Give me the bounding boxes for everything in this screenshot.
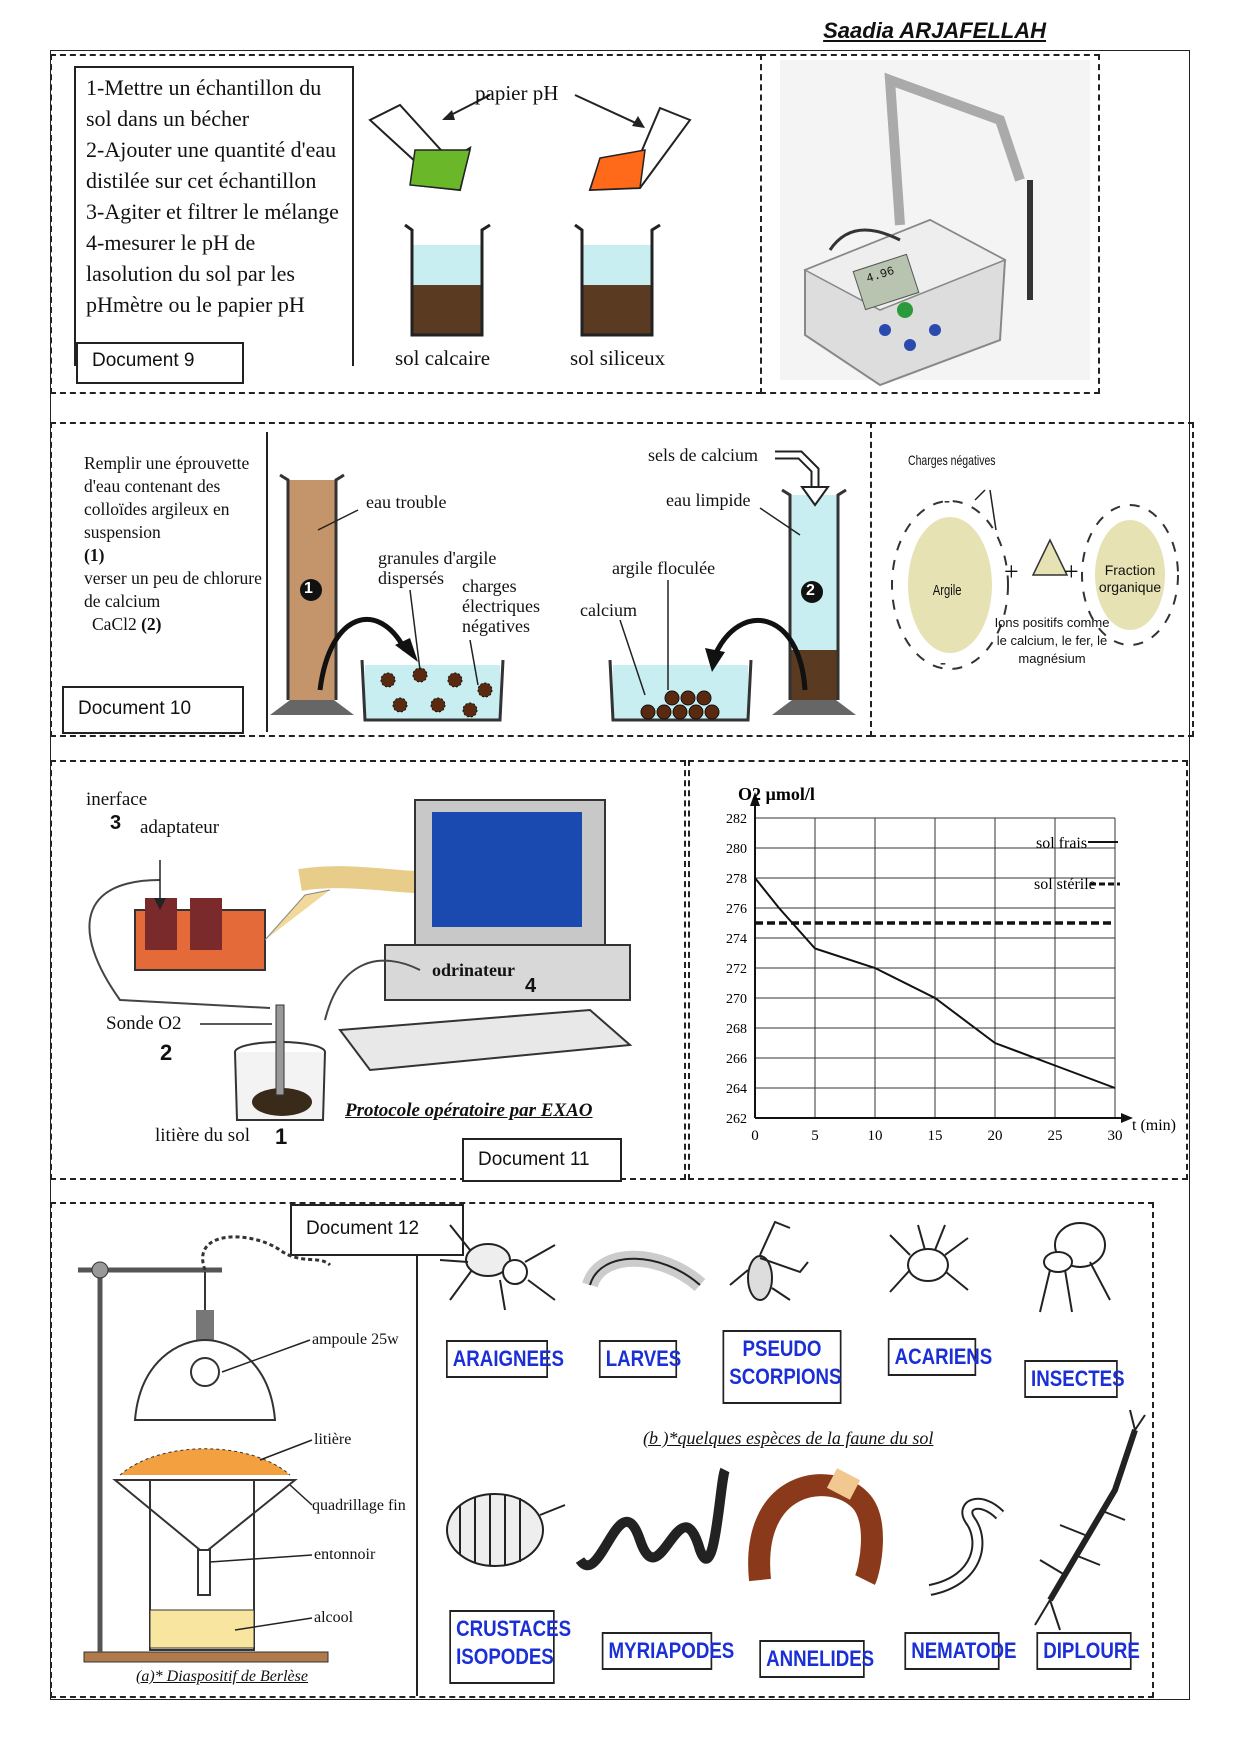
x-tick-label: 10	[867, 1128, 883, 1144]
doc10-tube1-num: 1	[304, 580, 313, 597]
doc11-num-1: 1	[275, 1124, 288, 1149]
fauna-nematode: NEMATODE	[904, 1632, 999, 1670]
doc11-num-4: 4	[525, 975, 537, 997]
complex-ions-text: Ions positifs comme le calcium, le fer, le magnésium	[994, 615, 1110, 666]
fauna-myriapodes: MYRIAPODES	[602, 1632, 713, 1670]
doc11-litiere-label: litière du sol	[155, 1125, 250, 1146]
doc11-label: Document 11	[462, 1138, 622, 1182]
y-tick-label: 276	[726, 902, 747, 917]
doc11-num-2: 2	[160, 1040, 173, 1065]
complex-charges-label: Charges négatives	[908, 452, 996, 468]
x-tick-label: 5	[811, 1128, 819, 1144]
y-tick-label: 266	[726, 1052, 747, 1067]
isopod-drawing	[447, 1494, 565, 1566]
doc9-step-1: 1-Mettre un échantillon du sol dans un bécher	[86, 75, 322, 131]
berlese-litiere: litière	[314, 1431, 352, 1448]
doc9-step-2: 2-Ajouter une quantité d'eau distilée sur cet échantillon	[86, 137, 337, 193]
doc11-num-3: 3	[110, 812, 122, 834]
doc10-tube2-num: 2	[806, 582, 815, 599]
berlese-entonnoir: entonnoir	[314, 1546, 376, 1563]
doc11-protocole: Protocole opératoire par EXAO	[345, 1100, 593, 1121]
y-tick-label: 274	[726, 932, 747, 947]
fauna-crustaces-isopodes	[449, 1610, 572, 1684]
complex-plus-1: +	[1004, 557, 1019, 586]
doc10-label: Document 10	[62, 686, 244, 734]
chart-ylabel: O2 µmol/l	[738, 784, 815, 804]
fauna-araignees: ARAIGNEES	[446, 1340, 548, 1378]
doc10-eau-limpide: eau limpide	[666, 490, 751, 510]
spider-drawing	[440, 1225, 555, 1310]
nematode-drawing	[930, 1504, 1000, 1590]
berlese-alcool: alcool	[314, 1609, 354, 1626]
y-tick-label: 272	[726, 962, 747, 977]
fauna-pseudo-scorpions	[723, 1330, 842, 1404]
larva-drawing	[590, 1259, 700, 1285]
complex-plus-2: +	[1064, 557, 1079, 586]
doc10-text-3: CaCl2	[92, 614, 137, 634]
complex-minus-1: -	[944, 490, 950, 510]
x-tick-label: 0	[751, 1128, 759, 1144]
mite-drawing	[890, 1225, 968, 1292]
insect-drawing	[1040, 1223, 1110, 1312]
diplura-drawing	[1035, 1410, 1145, 1630]
doc10-step-1: (1)	[84, 545, 105, 565]
x-tick-label: 25	[1047, 1128, 1063, 1144]
doc10-charges-text: charges électriques négatives	[462, 576, 540, 636]
pseudoscorpion-drawing	[730, 1222, 808, 1300]
doc11-adaptateur-label: adaptateur	[140, 817, 220, 838]
fauna-insectes: INSECTES	[1024, 1360, 1118, 1398]
doc10-text-1: Remplir une éprouvette d'eau contenant des colloïdes argileux en suspension	[84, 453, 250, 542]
doc12-label: Document 12	[290, 1204, 464, 1256]
y-tick-label: 264	[726, 1082, 747, 1097]
berlese-ampoule: ampoule 25w	[312, 1331, 399, 1348]
y-tick-label: 280	[726, 842, 747, 857]
doc10-step-2: (2)	[141, 614, 162, 634]
doc11-ordinateur-label: odrinateur	[432, 960, 515, 980]
x-tick-label: 20	[987, 1128, 1003, 1144]
complex-argile-label: Argile	[932, 582, 962, 599]
doc11-sonde-label: Sonde O2	[106, 1013, 182, 1034]
doc10-argile-floculee: argile floculée	[612, 558, 716, 578]
fauna-crustaces-isopodes-text: CRUSTACES ISOPODES	[456, 1616, 572, 1669]
doc9-beaker-right-label: sol siliceux	[570, 346, 666, 370]
doc9-beaker-left-label: sol calcaire	[395, 346, 491, 370]
myriapod-drawing	[580, 1470, 725, 1565]
y-tick-label: 262	[726, 1112, 747, 1127]
x-tick-label: 15	[927, 1128, 943, 1144]
ph-display-value: 4.96	[864, 263, 897, 287]
x-tick-label: 30	[1107, 1128, 1123, 1144]
complex-minus-2: -	[940, 652, 946, 672]
doc10-text-2: verser un peu de chlorure de calcium	[84, 568, 262, 611]
y-tick-label: 282	[726, 812, 747, 827]
annelid-drawing	[759, 1478, 872, 1580]
doc11-interface-label: inerface	[86, 789, 148, 810]
doc9-step-4: 4-mesurer le pH de lasolution du sol par les pHmètre ou le papier pH	[86, 230, 305, 317]
complex-fraction-text: Fraction organique	[1098, 562, 1162, 595]
chart-xlabel: t (min)	[1132, 1117, 1176, 1134]
doc10-sels: sels de calcium	[648, 445, 758, 465]
doc10-granules-text: granules d'argile dispersés	[378, 548, 497, 588]
doc9-label: Document 9	[76, 342, 244, 384]
author-name: Saadia ARJAFELLAH	[823, 18, 1046, 43]
y-tick-label: 270	[726, 992, 747, 1007]
berlese-quadrillage: quadrillage fin	[312, 1497, 406, 1514]
doc9-paper-label: papier pH	[475, 81, 559, 105]
legend-sol-frais: sol frais	[1036, 835, 1088, 852]
fauna-caption: (b )*quelques espèces de la faune du sol	[643, 1428, 934, 1448]
fauna-larves: LARVES	[599, 1340, 677, 1378]
fauna-annelides: ANNELIDES	[759, 1640, 864, 1678]
legend-sol-sterile: sol stérile	[1034, 876, 1096, 893]
y-tick-label: 268	[726, 1022, 747, 1037]
fauna-acariens: ACARIENS	[888, 1338, 976, 1376]
doc10-calcium: calcium	[580, 600, 637, 620]
fauna-diploure: DIPLOURE	[1036, 1632, 1131, 1670]
doc10-eau-trouble: eau trouble	[366, 492, 447, 512]
y-tick-label: 278	[726, 872, 747, 887]
doc9-step-3: 3-Agiter et filtrer le mélange	[86, 199, 339, 224]
berlese-caption: (a)* Diaspositif de Berlèse	[136, 1668, 308, 1685]
fauna-pseudo-scorpions-text: PSEUDO SCORPIONS	[729, 1336, 842, 1389]
